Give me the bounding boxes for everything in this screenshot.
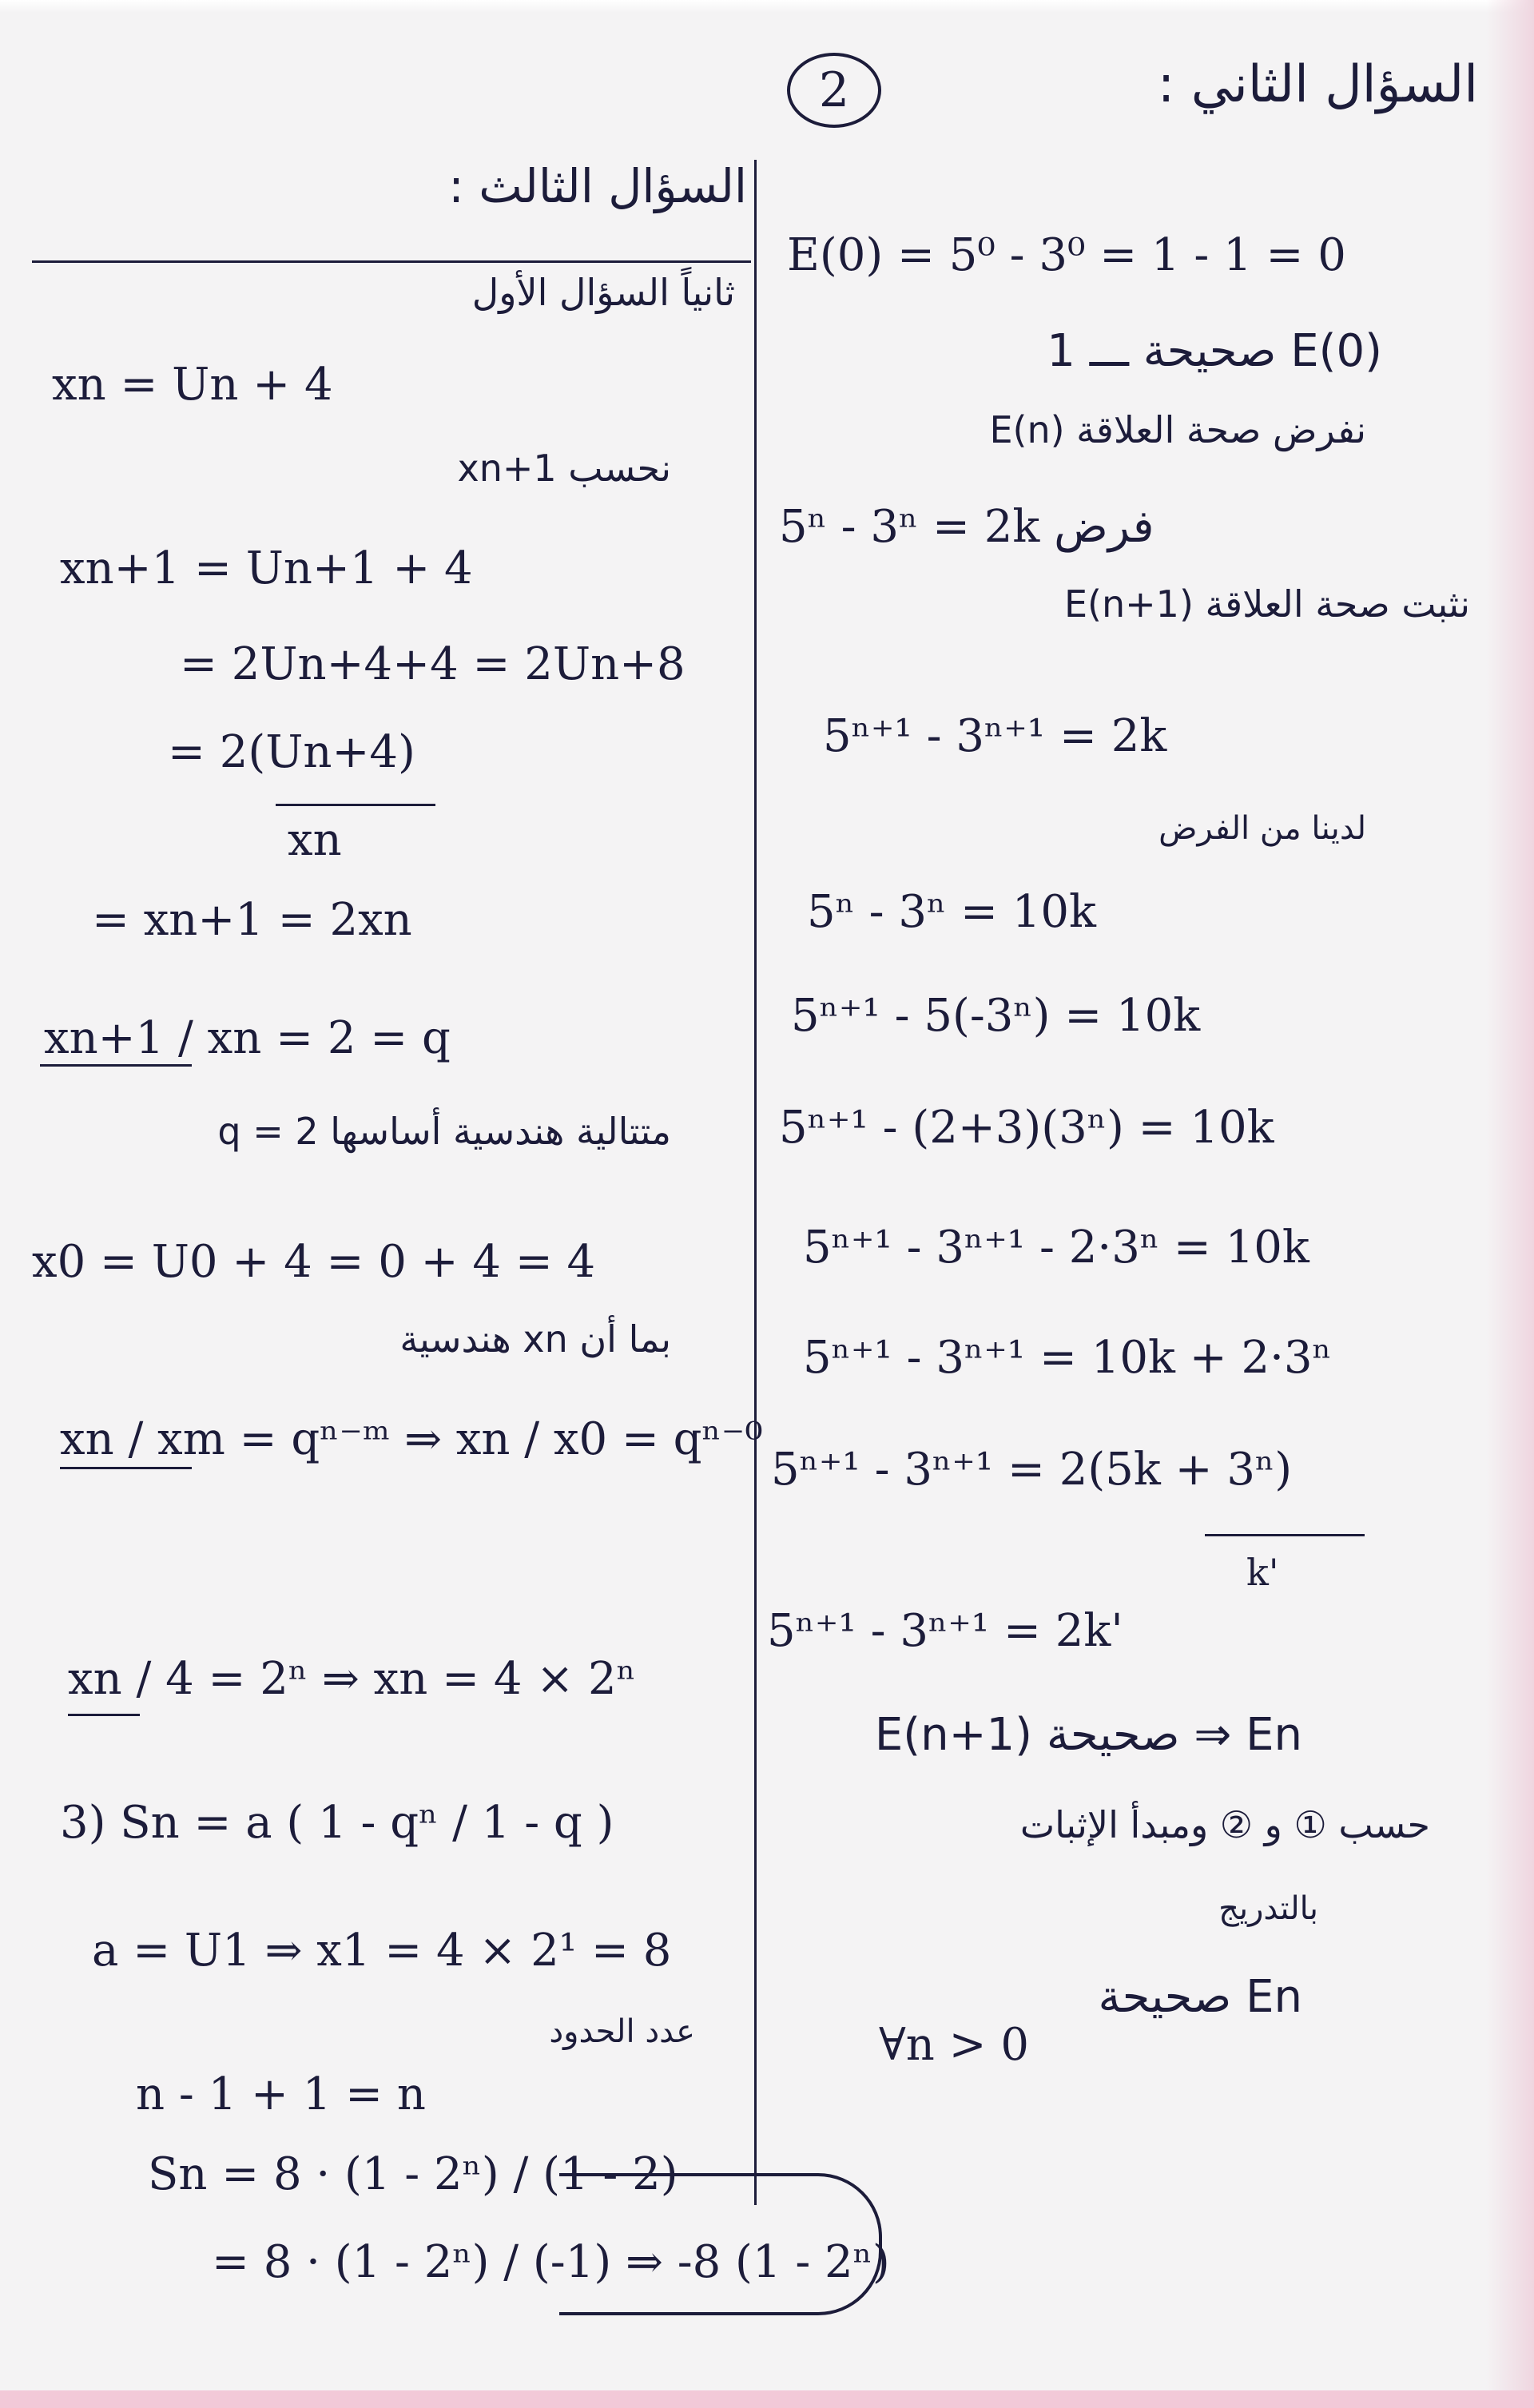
paper-bottom-edge [0,2390,1534,2408]
right-line-17: حسب ① و ② ومبدأ الإثبات [1019,1803,1430,1846]
right-line-11: 5ⁿ⁺¹ - 3ⁿ⁺¹ - 2·3ⁿ = 10k [803,1222,1309,1274]
left-line-15: a = U1 ⇒ x1 = 4 × 2¹ = 8 [92,1925,672,1977]
factor-underline-2 [1205,1534,1365,1536]
heading-underline [32,260,751,263]
question-3-heading: السؤال الثالث : [448,159,747,213]
question-2-heading: السؤال الثاني : [1157,55,1478,114]
fraction-bar-2 [60,1467,192,1469]
left-line-16: عدد الحدود [549,2013,695,2050]
right-line-19: En صحيحة [1098,1971,1302,2023]
left-line-9: متتالية هندسية أساسها q = 2 [217,1110,671,1153]
right-line-4: 5ⁿ - 3ⁿ = 2k فرض [779,501,1154,553]
left-line-11: بما أن xn هندسية [399,1317,671,1361]
left-line-14: 3) Sn = a ( 1 - qⁿ / 1 - q ) [60,1797,614,1849]
left-line-10: x0 = U0 + 4 = 0 + 4 = 4 [32,1236,596,1288]
left-line-18: Sn = 8 · (1 - 2ⁿ) / (1 - 2) [148,2148,678,2200]
right-line-1: E(0) = 5⁰ - 3⁰ = 1 - 1 = 0 [787,229,1346,281]
right-line-16: En ⇒ صحيحة E(n+1) [874,1709,1302,1761]
right-line-15: 5ⁿ⁺¹ - 3ⁿ⁺¹ = 2k' [767,1605,1123,1657]
left-line-4: = 2Un+4+4 = 2Un+8 [180,638,686,690]
right-line-18: بالتدريج [1218,1890,1318,1927]
right-line-13: 5ⁿ⁺¹ - 3ⁿ⁺¹ = 2(5k + 3ⁿ) [771,1444,1293,1496]
left-line-12: xn / xm = qⁿ⁻ᵐ ⇒ xn / x0 = qⁿ⁻⁰ [60,1413,763,1465]
page-number: 2 [787,53,881,128]
left-line-13: xn / 4 = 2ⁿ ⇒ xn = 4 × 2ⁿ [68,1653,636,1705]
left-line-8: xn+1 / xn = 2 = q [44,1012,451,1064]
left-line-5: = 2(Un+4) [168,726,415,778]
left-line-1: xn = Un + 4 [52,359,333,411]
fraction-bar-1 [40,1064,192,1067]
right-line-2: E(0) صحيحة ـــ 1 [1047,325,1382,377]
fraction-bar-3 [68,1714,140,1716]
right-line-7: لدينا من الفرض [1158,810,1366,847]
right-line-20: ∀n > 0 [879,2019,1030,2071]
left-line-6: xn [288,814,342,866]
right-line-10: 5ⁿ⁺¹ - (2+3)(3ⁿ) = 10k [779,1102,1274,1154]
right-line-3: نفرض صحة العلاقة E(n) [989,408,1366,451]
left-line-17: n - 1 + 1 = n [136,2068,426,2120]
left-line-2: نحسب xn+1 [457,447,671,490]
first-question-subheading: ثانياً السؤال الأول [471,271,735,314]
right-line-12: 5ⁿ⁺¹ - 3ⁿ⁺¹ = 10k + 2·3ⁿ [803,1332,1332,1384]
left-line-7: = xn+1 = 2xn [92,894,412,946]
left-line-3: xn+1 = Un+1 + 4 [60,542,473,594]
paper-right-edge [1486,0,1534,2408]
factor-underline [276,804,435,806]
column-divider [754,160,757,2205]
right-line-14: k' [1246,1551,1279,1594]
left-line-19: = 8 · (1 - 2ⁿ) / (-1) ⇒ -8 (1 - 2ⁿ) [212,2236,890,2288]
paper-top-edge [0,0,1534,13]
right-line-9: 5ⁿ⁺¹ - 5(-3ⁿ) = 10k [791,990,1201,1042]
right-line-8: 5ⁿ - 3ⁿ = 10k [807,886,1096,938]
right-line-5: نثبت صحة العلاقة E(n+1) [1063,582,1470,626]
right-line-6: 5ⁿ⁺¹ - 3ⁿ⁺¹ = 2k [823,710,1167,762]
